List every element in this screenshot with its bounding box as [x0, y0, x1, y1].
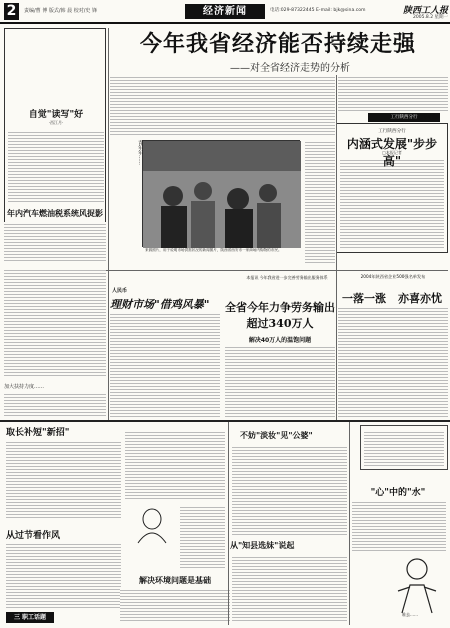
section-badge: 三 职工话题 [6, 612, 54, 623]
market-title: 理财市场"借鸡风暴" [110, 298, 210, 311]
left-box-byline: ·西江月· [48, 120, 64, 125]
lead-subhead: ——对全省经济走势的分析 [230, 63, 350, 74]
text-block [6, 542, 121, 608]
column-rule [108, 28, 109, 420]
text-block [110, 75, 335, 137]
text-block [352, 500, 446, 552]
right-box-badge: 工行陕西分行 [368, 113, 440, 122]
bottom-title-5: 从"知县选妹"说起 [230, 540, 295, 550]
text-block [305, 140, 335, 265]
divider [106, 270, 448, 271]
cartoon-caption: 谁去…… [402, 612, 418, 617]
text-block [120, 588, 230, 623]
right-box-kicker: 工行陕西分行 [378, 129, 406, 134]
market-kicker: 人民币 [112, 288, 128, 294]
page-number: 2 [4, 3, 19, 20]
labor-subtitle: 解决40万人的温饱问题 [248, 337, 312, 344]
right-box-title: 内涵式发展"步步高" [346, 137, 438, 168]
labor-kicker: 本报讯 今年我省进一步完善劳务输出服务体系 [246, 275, 328, 280]
text-block [8, 130, 104, 204]
article-title: 加大扶持力度…… [4, 384, 45, 390]
masthead [0, 0, 450, 24]
bottom-title-2: 从过节看作风 [6, 531, 61, 541]
photo-vertical-title: 青年年…… [137, 140, 143, 165]
top500-title-right: 亦喜亦忧 [398, 292, 442, 305]
labor-title: 全省今年力争劳务输出超过340万人 [225, 301, 335, 330]
text-block [6, 440, 121, 520]
left-box-title: 自觉"读写"好 [28, 110, 84, 120]
section-divider [0, 420, 450, 422]
text-block [225, 345, 335, 417]
text-block [4, 268, 106, 378]
photo-caption: 来源照片，用于说明市场供需状况的新闻图片，陕西省西安市一家商场内购物的市民。 [145, 248, 282, 252]
text-block [110, 312, 220, 417]
text-block [338, 75, 448, 111]
paper-date: 2005.8.2 星期一 [413, 15, 448, 20]
lead-headline: 今年我省经济能否持续走强 [139, 31, 416, 57]
body-text [58, 32, 104, 104]
cartoon-figure [392, 555, 442, 615]
top500-kicker: 2004年陕西省企业500强名单发布 [360, 274, 426, 279]
bottom-title-3: 解决环境问题是基础 [139, 575, 211, 585]
cartoon-illustration [392, 555, 442, 615]
section-title: 经济新闻 [185, 4, 265, 19]
text-block [232, 445, 347, 535]
corner-note: ●记者观察 [419, 114, 440, 119]
bottom-title-1: 取长补短"新招" [6, 428, 70, 438]
text-block [4, 222, 106, 262]
body-text [8, 32, 54, 104]
article-title-fuel-tax: 年内汽车燃油税系统风捉影 [7, 208, 103, 218]
column-rule [349, 422, 350, 625]
text-block [364, 430, 444, 468]
text-block [4, 392, 106, 417]
paper-logo: 陕西工人报 [402, 6, 448, 16]
column-rule [228, 422, 229, 625]
top500-title-left: 一落一涨 [342, 292, 386, 305]
editors-line: 责编/曹 博 版式/韩 晨 校对/史 锋 [24, 8, 98, 14]
contact-line: 电话:029-87322445 E-mail: bjk@sina.com [270, 8, 366, 13]
right-box-byline: □本报记者 [382, 150, 402, 155]
bottom-title-4: 不妨"淡妆"见"公婆" [240, 430, 313, 440]
cartoon-sketch [130, 505, 175, 545]
text-block [338, 306, 448, 418]
column-rule [336, 75, 337, 420]
news-photo [142, 140, 300, 247]
text-block [232, 555, 347, 623]
cartoon-illustration [130, 505, 175, 545]
text-block [125, 430, 225, 500]
crowd-photo-illustration [143, 141, 301, 248]
bottom-title-6: "心"中的"水" [370, 488, 426, 498]
text-block [180, 505, 225, 570]
